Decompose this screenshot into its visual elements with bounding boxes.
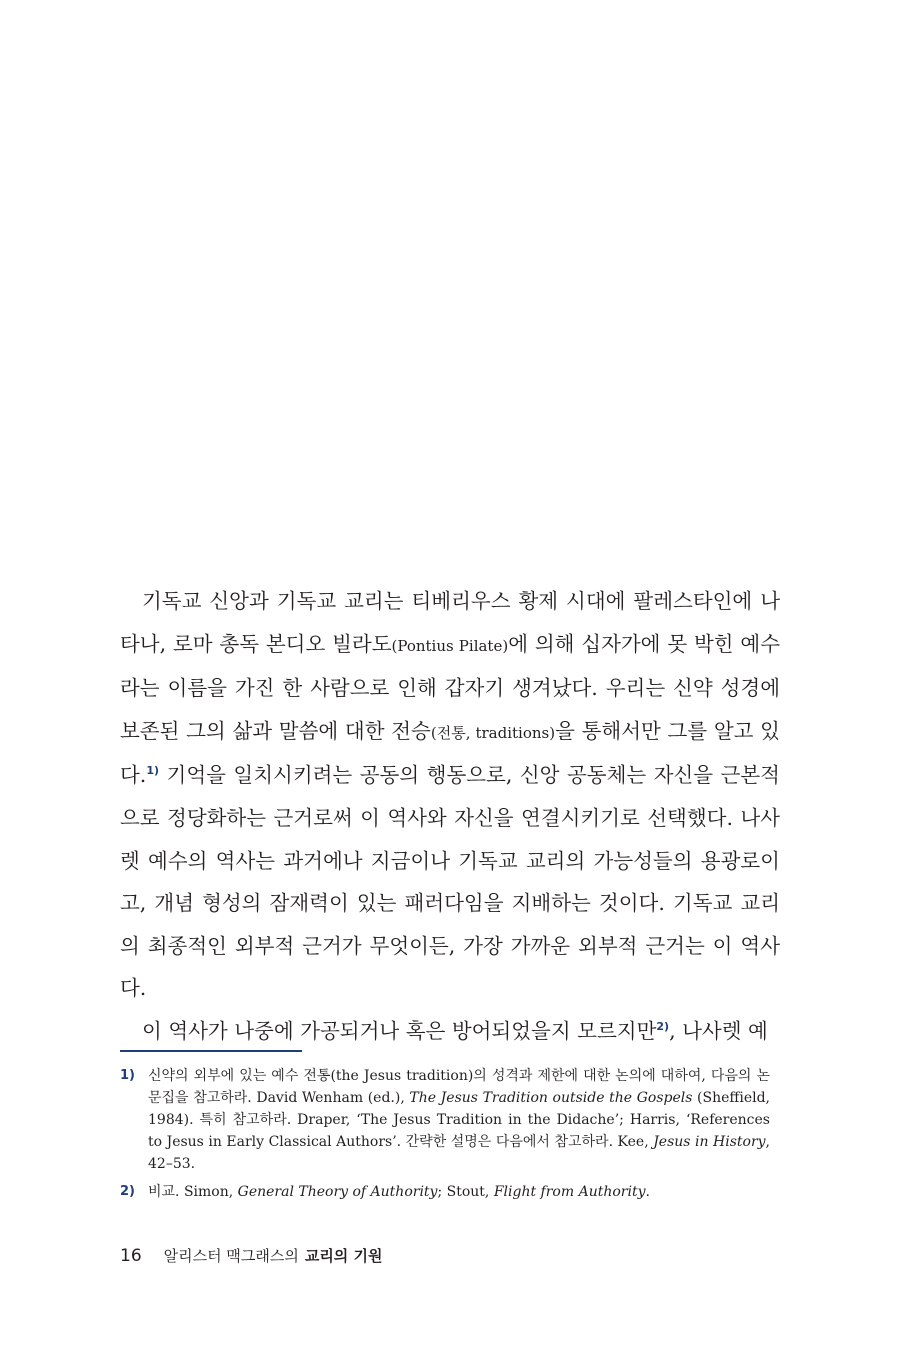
footnote-1-text-c: , 42–53. — [148, 1134, 770, 1172]
footnotes — [120, 1065, 770, 1209]
p1-latin-pilate: (Pontius Pilate) — [391, 636, 509, 655]
footnote-ref-1[interactable]: 1) — [146, 764, 160, 778]
footnote-2-italic-b: Flight from Authority — [493, 1184, 646, 1200]
footnote-1 — [120, 1065, 770, 1175]
footnote-2-italic-a: General Theory of Authority — [237, 1184, 438, 1200]
paragraph-2 — [120, 1010, 780, 1053]
footnote-2-text-a: 비교. Simon, — [148, 1184, 238, 1200]
footnote-1-italic-a: The Jesus Tradition outside the Gospels — [409, 1090, 693, 1106]
p1-text-d: 기억을 일치시키려는 공동의 행동으로, 신앙 공동체는 자신을 근본적으로 정당화하는 근거로써 이 역사와 자신을 연결시키기로 선택했다. 나사렛 예수의 역사는 과거에나 지금이나 기독교 교리의 가능성들의 용광로이고, 개념 형성의 잠재력이 있는 패러다임을 지배하는 것이다. 기독교 교리의 최종적인 외부적 근거가 무엇이든, 가장 가까운 외부적 근거는 이 역사다. — [120, 763, 780, 1001]
p1-text-b: 에 의해 십자가에 못 박힌 예수라는 이름을 가진 한 사람으로 인해 갑자기 생겨났다. 우리는 신약 성경에 보존된 그의 삶과 말씀에 대한 전승 — [120, 631, 780, 743]
footnote-1-text-a: 신약의 외부에 있는 예수 전통(the Jesus tradition)의 성격과 제한에 대한 논의에 대하여, 다음의 논문집을 참고하라. David Wenham (ed.), — [148, 1068, 770, 1106]
footnote-1-text-b: (Sheffield, 1984). 특히 참고하라. Draper, ‘The Jesus Tradition in the Didache’; Harris, ‘References to Jesus in Early Classical Authors’. 간략한 설명은 다음에서 참고하라. Kee, — [148, 1090, 770, 1150]
p1-text-a: 기독교 신앙과 기독교 교리는 티베리우스 황제 시대에 팔레스타인에 나타나, 로마 총독 본디오 빌라도 — [120, 589, 780, 656]
footnote-1-italic-b: Jesus in History — [653, 1134, 766, 1150]
p2-text-a: 이 역사가 나중에 가공되거나 혹은 방어되었을지 모르지만 — [142, 1018, 657, 1043]
p1-text-c: 을 통해서만 그를 알고 있다. — [120, 718, 780, 788]
book-title: 교리의 기원 — [304, 1247, 383, 1265]
body-text — [120, 580, 780, 1053]
footnote-text — [148, 1065, 770, 1175]
footnote-ref-2[interactable]: 2) — [656, 1020, 670, 1034]
footnote-2 — [120, 1181, 770, 1203]
paragraph-1 — [120, 580, 780, 1010]
book-author: 알리스터 맥그래스의 — [163, 1247, 299, 1265]
footnote-number: 2) — [120, 1184, 135, 1199]
p2-text-b: , 나사렛 예 — [669, 1018, 768, 1043]
footnote-divider — [120, 1050, 302, 1052]
footnote-text — [148, 1181, 770, 1203]
page-footer — [120, 1245, 383, 1266]
footnote-2-text-b: ; Stout, — [437, 1184, 494, 1200]
footnote-number: 1) — [120, 1068, 135, 1083]
page-number: 16 — [120, 1246, 142, 1266]
p1-latin-traditions: (전통, traditions) — [430, 723, 556, 742]
footnote-2-text-c: . — [645, 1184, 650, 1200]
